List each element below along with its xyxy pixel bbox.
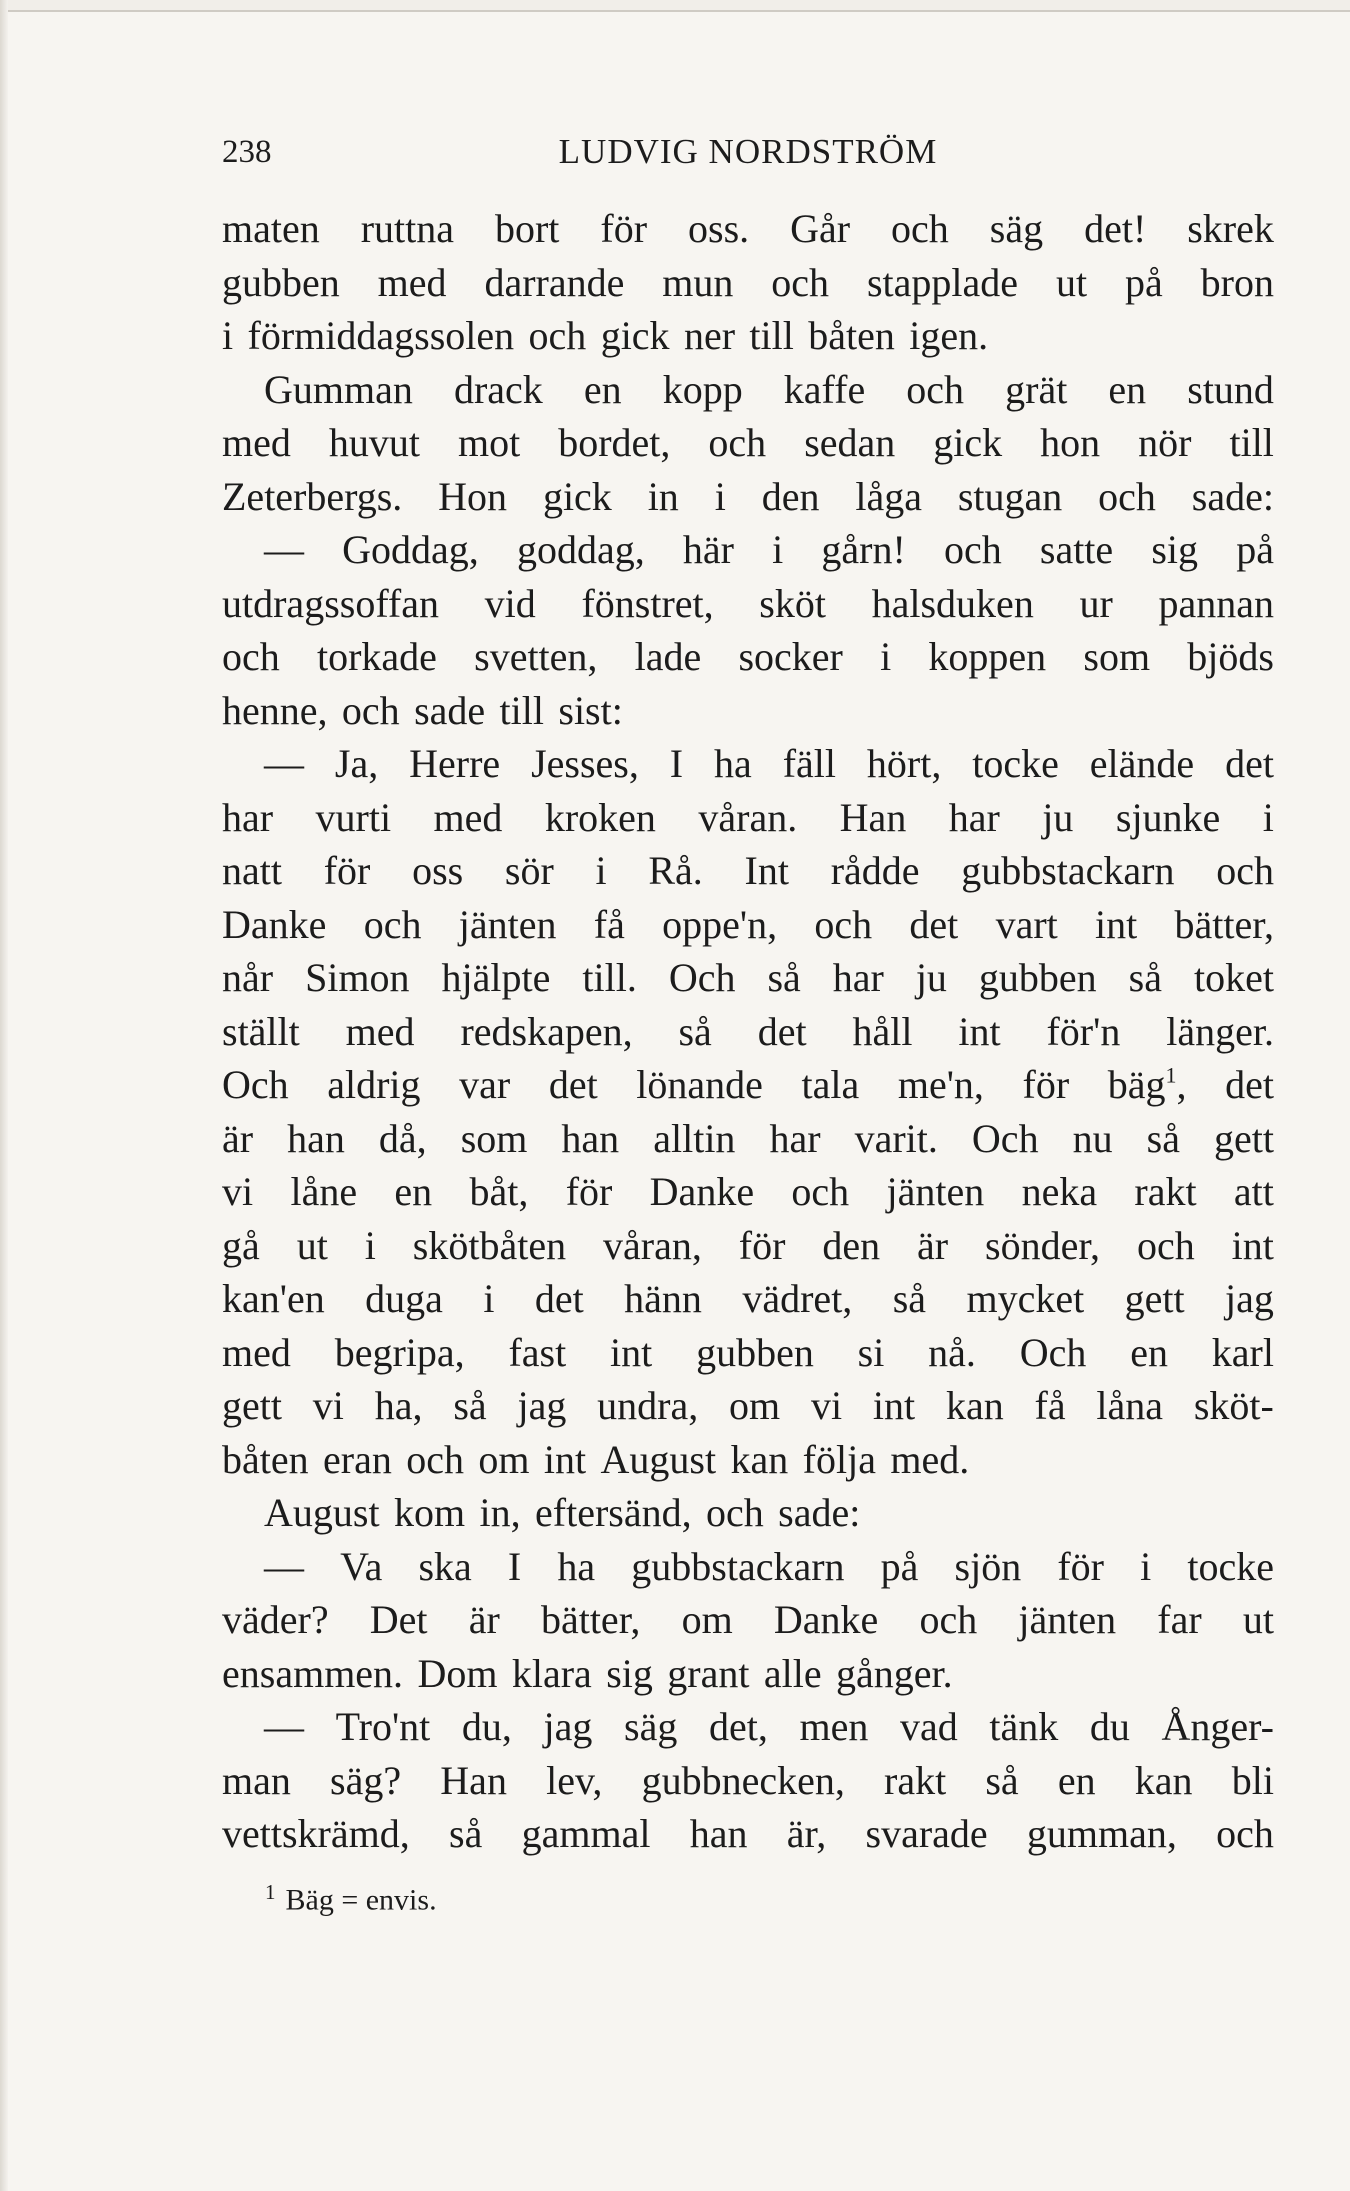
text-line: man säg? Han lev, gubbnecken, rakt så en kan bli bbox=[222, 1757, 1274, 1803]
text-line: kan'en duga i det hänn vädret, så mycket gett jag bbox=[222, 1276, 1274, 1321]
text-line: med huvut mot bordet, och sedan gick hon nör till bbox=[222, 420, 1274, 465]
text-line: ställt med redskapen, så det håll int för'n länger. bbox=[222, 1008, 1274, 1054]
text-line: i förmiddagssolen och gick ner till båten igen. bbox=[222, 313, 989, 358]
body-text bbox=[222, 202, 1274, 1861]
page-number: 238 bbox=[222, 134, 272, 170]
text-line: gå ut i skötbåten våran, för den är sönder, och int bbox=[222, 1222, 1274, 1268]
text-line: Gumman drack en kopp kaffe och grät en stund bbox=[264, 366, 1274, 412]
text-line: August kom in, eftersänd, och sade: bbox=[264, 1490, 861, 1535]
footnote-marker: 1 bbox=[265, 1880, 276, 1904]
footnote bbox=[265, 1872, 437, 1921]
text-line: maten ruttna bort för oss. Går och säg det! skrek bbox=[222, 206, 1274, 251]
text-line: — Tro'nt du, jag säg det, men vad tänk du Ånger- bbox=[264, 1704, 1274, 1749]
text-line: med begripa, fast int gubben si nå. Och en karl bbox=[222, 1329, 1274, 1375]
text-line: henne, och sade till sist: bbox=[222, 687, 623, 733]
text-line: har vurti med kroken våran. Han har ju sjunke i bbox=[222, 794, 1274, 840]
text-line: — Ja, Herre Jesses, I ha fäll hört, tocke elände det bbox=[264, 741, 1274, 786]
text-line: båten eran och om int August kan följa med. bbox=[222, 1436, 970, 1482]
text-line: vi låne en båt, för Danke och jänten neka rakt att bbox=[222, 1169, 1274, 1214]
text-line: väder? Det är bätter, om Danke och jänten far ut bbox=[222, 1597, 1274, 1642]
text-line: Danke och jänten få oppe'n, och det vart int bätter, bbox=[222, 901, 1274, 947]
text-line: Zeterbergs. Hon gick in i den låga stugan och sade: bbox=[222, 473, 1274, 519]
text-line: utdragssoffan vid fönstret, sköt halsduken ur pannan bbox=[222, 580, 1274, 626]
page-header bbox=[222, 130, 1274, 174]
text-line: — Goddag, goddag, här i gårn! och satte sig på bbox=[264, 527, 1274, 572]
page-left-edge bbox=[0, 0, 8, 2191]
running-head: LUDVIG NORDSTRÖM bbox=[558, 132, 938, 171]
page-top-edge bbox=[0, 0, 1350, 12]
footnote-text: Bäg = envis. bbox=[285, 1883, 437, 1917]
text-line: når Simon hjälpte till. Och så har ju gubben så toket bbox=[222, 955, 1274, 1000]
text-line: — Va ska I ha gubbstackarn på sjön för i tocke bbox=[264, 1543, 1274, 1589]
text-line: gubben med darrande mun och stapplade ut på bron bbox=[222, 259, 1274, 305]
text-line: Och aldrig var det lönande tala me'n, för bäg$^1$, det bbox=[222, 1062, 1274, 1107]
text-line: vettskrämd, så gammal han är, svarade gumman, och bbox=[222, 1811, 1274, 1856]
text-line: gett vi ha, så jag undra, om vi int kan få låna sköt- bbox=[222, 1383, 1274, 1428]
text-line: är han då, som han alltin har varit. Och nu så gett bbox=[222, 1115, 1274, 1161]
text-line: och torkade svetten, lade socker i koppen som bjöds bbox=[222, 634, 1274, 679]
text-line: natt för oss sör i Rå. Int rådde gubbstackarn och bbox=[222, 848, 1274, 893]
text-line: ensammen. Dom klara sig grant alle gånger. bbox=[222, 1650, 953, 1696]
